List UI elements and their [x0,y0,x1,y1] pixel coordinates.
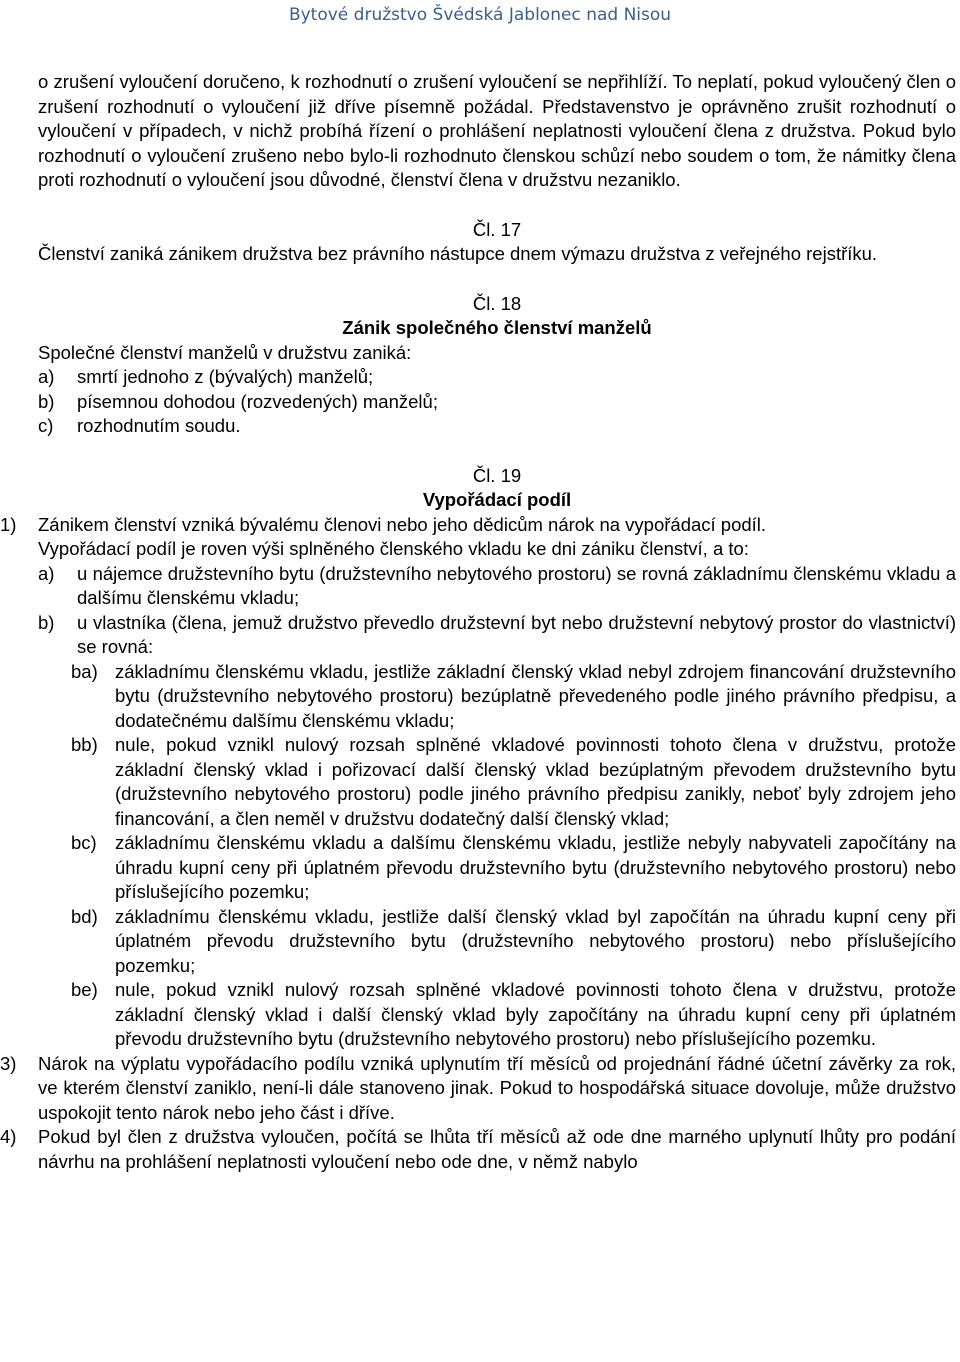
article-19-heading: Čl. 19 [472,464,522,486]
sub-item-text: základnímu členskému vkladu, jestliže základní členský vklad nebyl zdrojem financování družstevního bytu (družstevního nebytového prostoru) bezúplatně převedeného podle jiného právního předpisu, a dodatečnému dalšímu členskému vkladu; [115,660,956,731]
article-17-heading: Čl. 17 [472,218,522,240]
paragraph-2-text: Vypořádací podíl je roven výši splněného členského vkladu ke dni zániku členství, a to: [38,538,749,559]
paragraph-1 [0,513,956,538]
list-item-text: u vlastníka (člena, jemuž družstvo převedlo družstevní byt nebo družstevní nebytový prostor do vlastnictví) se rovná: [77,611,956,657]
document-body [0,70,956,1174]
article-19-title: Vypořádací podíl [422,489,572,510]
article-18-heading: Čl. 18 [472,292,522,314]
sub-item-ba [71,660,956,734]
paragraph-text: Zánikem členství vzniká bývalému členovi nebo jeho dědicům nárok na vypořádací podíl. [38,513,767,535]
paragraph-3 [0,1052,956,1126]
paragraph-number: 1) [0,513,17,535]
sub-item-text: základnímu členskému vkladu a dalšímu členskému vkladu, jestliže nebyly nabyvateli započítány na úhradu kupní ceny při úplatném převodu družstevního bytu (družstevního nebytového prostoru) nebo příslušejícího pozemku; [115,832,956,902]
list-item [38,414,956,439]
list-item-label: c) [38,415,54,436]
paragraph-text: Nárok na výplatu vypořádacího podílu vzniká uplynutím tří měsíců od projednání řádné účetní závěrky za rok, ve kterém členství zaniklo, není-li dále stanoveno jinak. Pokud to hospodářská situace dovoluje, může družstvo uspokojit tento nárok nebo jeho část i dříve. [38,1052,956,1123]
paragraph-4 [0,1125,956,1174]
list-item-text: písemnou dohodou (rozvedených) manželů; [77,390,438,412]
list-item-text: rozhodnutím soudu. [77,415,241,436]
paragraph-number: 4) [0,1126,17,1147]
page-header: Bytové družstvo Švédská Jablonec nad Nisou [288,5,672,25]
article-17-text: Členství zaniká zánikem družstva bez právního nástupce dnem výmazu družstva z veřejného rejstříku. [38,243,878,264]
list-item-a [38,562,956,611]
sub-item-text: základnímu členskému vkladu, jestliže další členský vklad byl započítán na úhradu kupní ceny při úplatném převodu družstevního bytu (družstevního nebytového prostoru) nebo příslušejícího pozemku; [115,905,956,976]
sub-item-text: nule, pokud vznikl nulový rozsah splněné vkladové povinnosti tohoto člena v družstvu, protože základní členský vklad i pořizovací další členský vklad bezúplatným převodem družstevního bytu (družstevního nebytového prostoru) podle jiného právního předpisu zanikly, neboť byly zdrojem jeho financování, a člen neměl v družstvu dodatečný další členský vklad; [115,734,956,829]
sub-item-bc [71,831,956,905]
list-item-label: b) [38,611,55,633]
list-item [38,390,956,415]
paragraph-text: Pokud byl člen z družstva vyloučen, počítá se lhůta tří měsíců až ode dne marného uplynutí lhůty pro podání návrhu na prohlášení neplatnosti vyloučení nebo ode dne, v němž nabylo [38,1126,956,1172]
sub-item-label: bc) [71,832,97,853]
sub-item-bd [71,905,956,979]
article-18-intro: Společné členství manželů v družstvu zaniká: [38,341,412,363]
list-item-text: smrtí jednoho z (bývalých) manželů; [77,366,374,387]
sub-item-bb [71,733,956,831]
sub-item-label: bb) [71,734,98,755]
paragraph-number: 3) [0,1052,17,1074]
sub-item-label: be) [71,979,98,1000]
list-item [38,365,956,390]
article-18-title: Zánik společného členství manželů [342,317,652,338]
list-item-text: u nájemce družstevního bytu (družstevního nebytového prostoru) se rovná základnímu členskému vkladu a dalšímu členskému vkladu; [77,562,956,608]
sub-item-label: bd) [71,905,98,927]
sub-item-text: nule, pokud vznikl nulový rozsah splněné vkladové povinnosti tohoto člena v družstvu, protože základní členský vklad i další členský vklad byly započítány na úhradu kupní ceny při úplatném převodu družstevního bytu (družstevního nebytového prostoru) nebo příslušejícího pozemku. [115,979,956,1049]
sub-item-label: ba) [71,660,98,682]
list-item-label: a) [38,562,55,584]
list-item-label: a) [38,366,55,387]
intro-paragraph: o zrušení vyloučení doručeno, k rozhodnutí o zrušení vyloučení se nepřihlíží. To neplatí, pokud vyloučený člen o zrušení rozhodnutí o vyloučení již dříve písemně požádal. Představenstvo je oprávněno zrušit rozhodnutí o vyloučení v případech, v nichž probíhá řízení o prohlášení neplatnosti vyloučení člena z družstva. Pokud bylo rozhodnutí o vyloučení zrušeno nebo bylo-li rozhodnuto členskou schůzí nebo soudem o tom, že námitky člena proti rozhodnutí o vyloučení jsou důvodné, členství člena v družstvu nezaniklo. [38,71,956,190]
sub-item-be [71,978,956,1052]
list-item-label: b) [38,390,55,412]
list-item-b [38,611,956,660]
